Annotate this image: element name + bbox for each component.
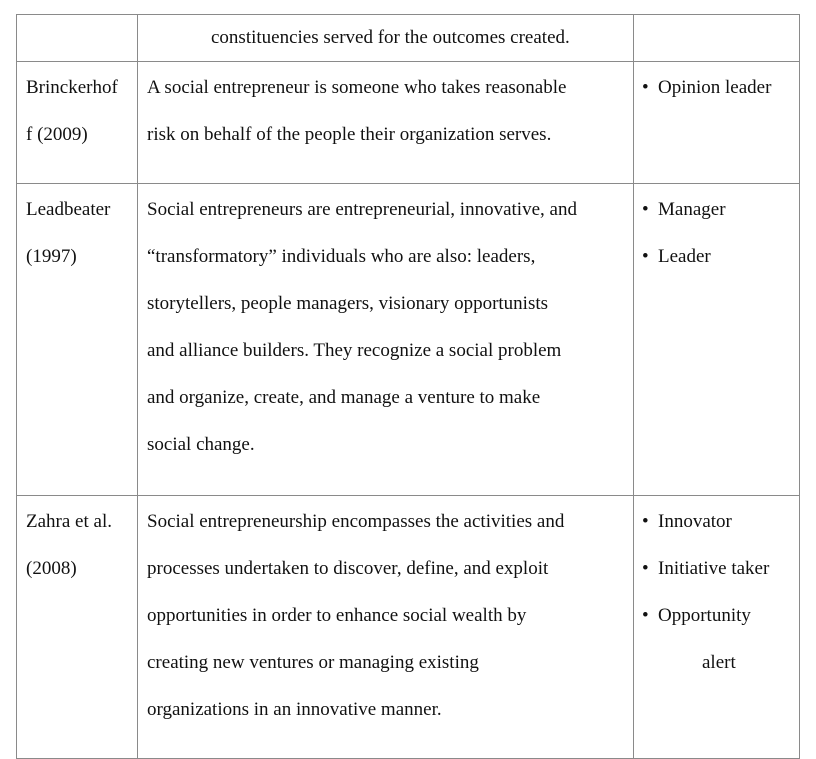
roles-cell bbox=[634, 62, 800, 184]
definitions-table bbox=[16, 14, 800, 759]
role-bullet: • Opportunity bbox=[638, 592, 790, 639]
author-line: (2008) bbox=[26, 558, 77, 579]
table-row bbox=[17, 15, 800, 62]
roles-cell bbox=[634, 496, 800, 759]
definition-cell bbox=[138, 62, 634, 184]
author-cell bbox=[17, 15, 138, 62]
role-bullet: • Innovator bbox=[638, 498, 790, 545]
definition-line: A social entrepreneur is someone who takes reasonable bbox=[147, 77, 567, 98]
definition-line: risk on behalf of the people their organization serves. bbox=[147, 124, 552, 145]
definition-line: Social entrepreneurs are entrepreneurial, innovative, and bbox=[147, 199, 577, 220]
definition-line: creating new ventures or managing existing bbox=[147, 652, 479, 673]
definition-line: organizations in an innovative manner. bbox=[147, 699, 442, 720]
author-line: Leadbeater bbox=[26, 199, 111, 220]
role-continuation: alert bbox=[702, 652, 736, 673]
definition-line: processes undertaken to discover, define, and exploit bbox=[147, 558, 549, 579]
roles-cell bbox=[634, 184, 800, 496]
definition-cell bbox=[138, 184, 634, 496]
roles-cell bbox=[634, 15, 800, 62]
definition-line: social change. bbox=[147, 434, 255, 455]
author-line: Zahra et al. bbox=[26, 511, 112, 532]
table-row bbox=[17, 496, 800, 759]
author-cell bbox=[17, 184, 138, 496]
author-line: (1997) bbox=[26, 246, 77, 267]
definition-line: Social entrepreneurship encompasses the activities and bbox=[147, 511, 565, 532]
definition-line: and organize, create, and manage a venture to make bbox=[147, 387, 541, 408]
author-cell bbox=[17, 62, 138, 184]
author-line: f (2009) bbox=[26, 124, 88, 145]
role-bullet: • Initiative taker bbox=[638, 545, 790, 592]
definition-line: and alliance builders. They recognize a social problem bbox=[147, 340, 562, 361]
table-row bbox=[17, 62, 800, 184]
definition-line: constituencies served for the outcomes created. bbox=[211, 27, 570, 48]
definition-line: opportunities in order to enhance social wealth by bbox=[147, 605, 527, 626]
definition-line: “transformatory” individuals who are also: leaders, bbox=[147, 246, 536, 267]
role-bullet: • Opinion leader bbox=[638, 64, 790, 111]
definition-cell bbox=[138, 15, 634, 62]
table-row bbox=[17, 184, 800, 496]
role-bullet: • Leader bbox=[638, 233, 790, 280]
definition-line: storytellers, people managers, visionary opportunists bbox=[147, 293, 549, 314]
author-cell bbox=[17, 496, 138, 759]
author-line: Brinckerhof bbox=[26, 77, 118, 98]
role-bullet: • Manager bbox=[638, 186, 790, 233]
definition-cell bbox=[138, 496, 634, 759]
